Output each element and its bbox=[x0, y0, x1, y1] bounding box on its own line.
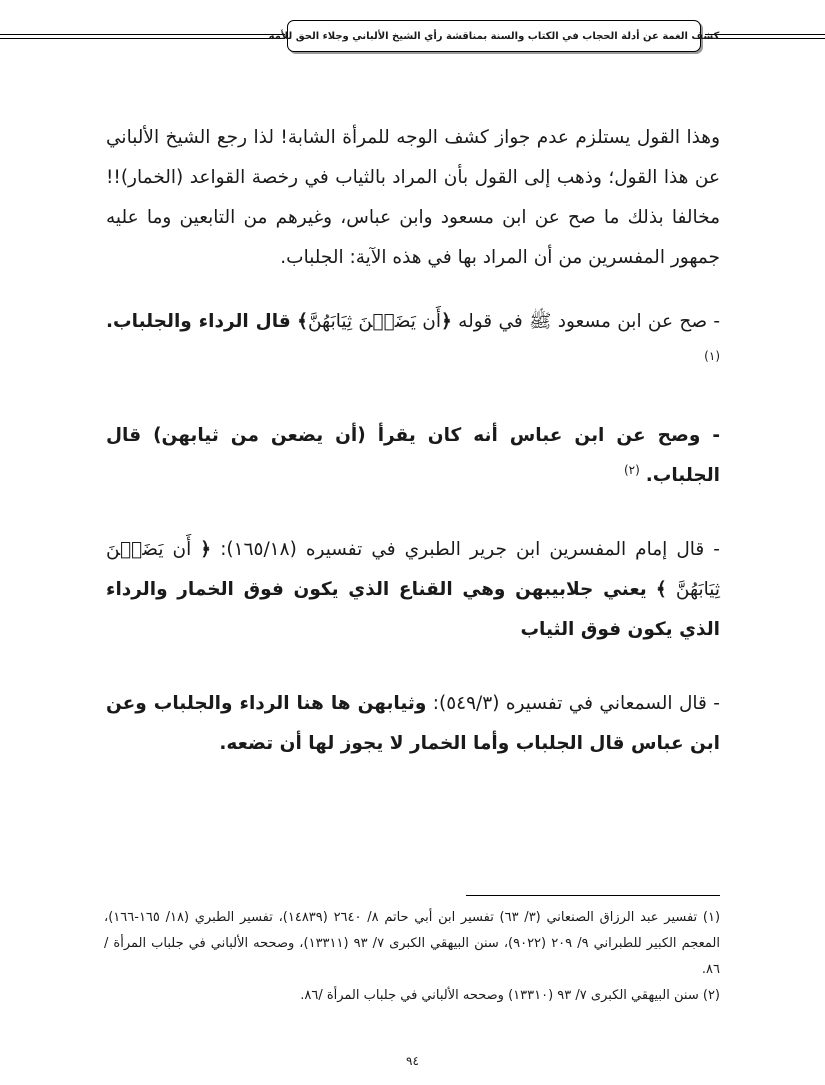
page-body bbox=[106, 118, 720, 764]
samani-lead: - قال السمعاني في تفسيره (٥٤٩/٣): bbox=[432, 693, 720, 714]
footnotes bbox=[104, 905, 720, 1009]
samani-tail: وثيابهن ها هنا الرداء والجلباب وعن ابن عباس قال الجلباب وأما الخمار لا يجوز لها أن تضعه. bbox=[106, 693, 720, 754]
book-title: كشف الغمة عن أدلة الحجاب في الكتاب والسنة بمناقشة رأي الشيخ الألباني وجلاء الحق للأمة bbox=[268, 30, 720, 42]
tabari-tail: يعني جلابيبهن وهي القناع الذي يكون فوق الخمار والرداء الذي يكون فوق الثياب bbox=[106, 579, 720, 640]
ibn-masud-lead: - صح عن ابن مسعود bbox=[557, 311, 721, 332]
samani-paragraph bbox=[106, 684, 720, 764]
header-rule-left bbox=[0, 34, 285, 39]
page-number: ٩٤ bbox=[406, 1054, 419, 1068]
header-rule-right bbox=[705, 34, 825, 39]
quran-bracket-close-2: ﴾ bbox=[655, 579, 667, 600]
honorific-symbol: ﷺ bbox=[529, 311, 552, 332]
ibn-abbas-text: - وصح عن ابن عباس أنه كان يقرأ (أن يضعن من ثيابهن) قال الجلباب. bbox=[106, 425, 720, 486]
running-header bbox=[268, 20, 720, 52]
footnote-1: (١) تفسير عبد الرزاق الصنعاني (٣/ ٦٣) تفسير ابن أبي حاتم ٨/ ٢٦٤٠ (١٤٨٣٩)، تفسير الطبري (١٨/ ١٦٥-١٦٦)، المعجم الكبير للطبراني ٩/ ٢٠٩ (٩٠٢٢)، سنن البيهقي الكبرى ٧/ ٩٣ (١٣٣١١)، وصححه الألباني في جلباب المرأة /٨٦. bbox=[104, 910, 721, 977]
quran-bracket-close: ﴾ bbox=[297, 311, 308, 332]
quran-quote: أَن يَضَعۡنَ ثِيَابَهُنَّ bbox=[307, 311, 441, 332]
quran-quote-2: أَن يَضَعۡنَ ثِيَابَهُنَّ bbox=[106, 539, 720, 600]
footnote-ref-1[interactable]: (١) bbox=[704, 348, 720, 363]
quran-bracket-open-2: ﴿ bbox=[200, 539, 212, 560]
quran-bracket-open: ﴿ bbox=[440, 311, 452, 332]
intro-paragraph: وهذا القول يستلزم عدم جواز كشف الوجه للمرأة الشابة! لذا رجع الشيخ الألباني عن هذا القول؛ وذهب إلى القول بأن المراد بالثياب في رخصة القواعد (الخمار)!! مخالفا بذلك ما صح عن ابن مسعود وابن عباس، وغيرهم من التابعين وما عليه جمهور المفسرين من أن المراد بها في هذه الآية: الجلباب. bbox=[106, 127, 720, 268]
tabari-paragraph bbox=[106, 530, 720, 650]
footnote-separator bbox=[466, 895, 720, 896]
footnote-2: (٢) سنن البيهقي الكبرى ٧/ ٩٣ (١٣٣١٠) وصححه الألباني في جلباب المرأة /٨٦. bbox=[300, 988, 720, 1003]
in-saying: في قوله bbox=[458, 311, 523, 332]
ibn-masud-tail: قال الرداء والجلباب. bbox=[106, 311, 291, 332]
ibn-masud-paragraph bbox=[106, 302, 720, 382]
footnote-ref-2[interactable]: (٢) bbox=[623, 462, 640, 477]
tabari-lead: - قال إمام المفسرين ابن جرير الطبري في تفسيره (١٦٥/١٨): bbox=[220, 539, 720, 560]
ibn-abbas-paragraph bbox=[106, 416, 720, 496]
